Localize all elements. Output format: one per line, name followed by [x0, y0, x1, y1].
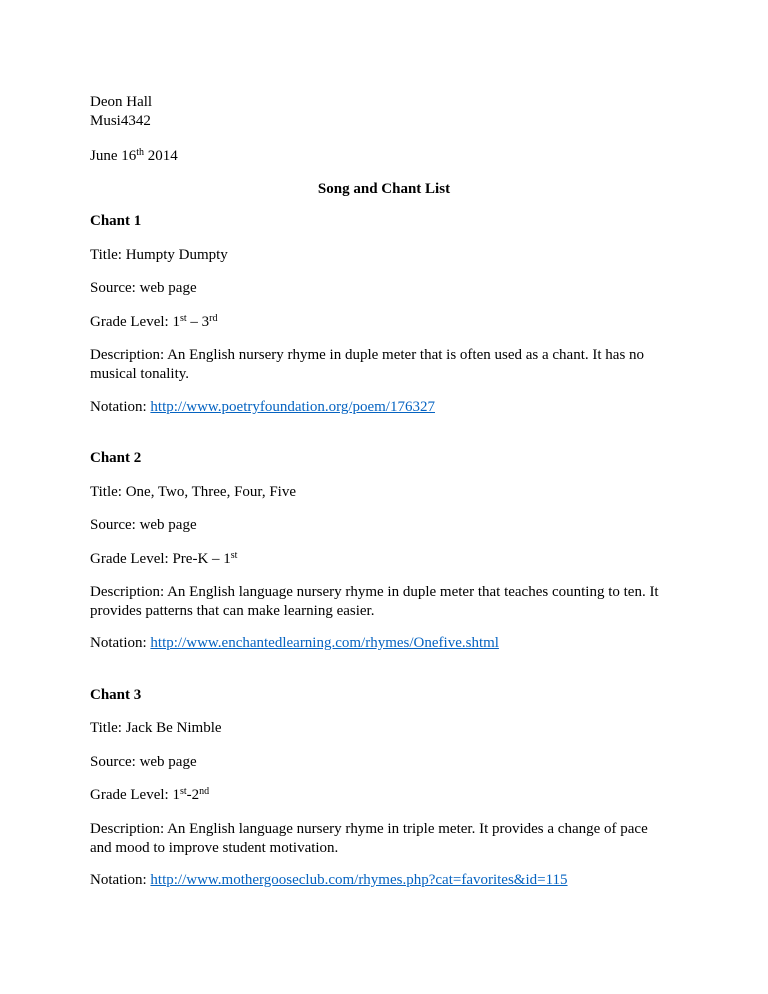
chant-description: Description: An English nursery rhyme in duple meter that is often used as a chant. It has no musical tonality. [90, 347, 645, 382]
chant-description: Description: An English language nursery rhyme in duple meter that teaches counting to ten. It provides patterns that can make learning easier. [90, 584, 659, 619]
chant-title: Title: Humpty Dumpty [90, 247, 228, 263]
page-title: Song and Chant List [317, 181, 451, 197]
chant-source: Source: web page [90, 754, 197, 770]
grade-suffix: rd [209, 313, 218, 324]
chant-title: Title: One, Two, Three, Four, Five [90, 484, 296, 500]
chant-section-2 [90, 449, 690, 468]
chant-description: Description: An English language nursery rhyme in triple meter. It provides a change of pace and mood to improve student motivation. [90, 821, 648, 856]
chant-title: Title: Jack Be Nimble [90, 720, 222, 736]
chant-notation [90, 398, 690, 417]
chant-notation [90, 634, 690, 653]
chant-section-1 [90, 212, 690, 231]
chant-notation [90, 871, 690, 890]
chant-heading: Chant 3 [90, 687, 142, 703]
grade-suffix: st [230, 550, 238, 561]
grade-text: -2 [186, 787, 200, 803]
notation-label: Notation: [90, 872, 151, 888]
author-name: Deon Hall [90, 94, 153, 110]
notation-link[interactable]: http://www.mothergooseclub.com/rhymes.php?cat=favorites&id=115 [150, 872, 568, 888]
course-code: Musi4342 [90, 113, 151, 129]
date-suffix: th [136, 147, 145, 158]
grade-suffix: nd [199, 786, 210, 797]
grade-text: Grade Level: 1 [90, 314, 180, 330]
chant-heading: Chant 2 [90, 450, 142, 466]
date-line [90, 147, 690, 166]
grade-text: – 3 [186, 314, 210, 330]
chant-grade-level [90, 786, 690, 805]
date-year: 2014 [144, 148, 178, 164]
chant-grade-level [90, 550, 690, 569]
grade-text: Grade Level: 1 [90, 787, 180, 803]
notation-label: Notation: [90, 399, 151, 415]
chant-heading: Chant 1 [90, 213, 142, 229]
chant-section-3 [90, 686, 690, 705]
notation-link[interactable]: http://www.poetryfoundation.org/poem/176327 [150, 399, 435, 415]
grade-suffix: st [179, 313, 187, 324]
date-text: June 16 [90, 148, 137, 164]
chant-source: Source: web page [90, 517, 197, 533]
author-block [90, 93, 690, 131]
chant-source: Source: web page [90, 280, 197, 296]
chant-grade-level [90, 313, 690, 332]
notation-label: Notation: [90, 635, 151, 651]
grade-text: Grade Level: Pre-K – 1 [90, 551, 231, 567]
notation-link[interactable]: http://www.enchantedlearning.com/rhymes/Onefive.shtml [150, 635, 499, 651]
grade-suffix: st [179, 786, 187, 797]
